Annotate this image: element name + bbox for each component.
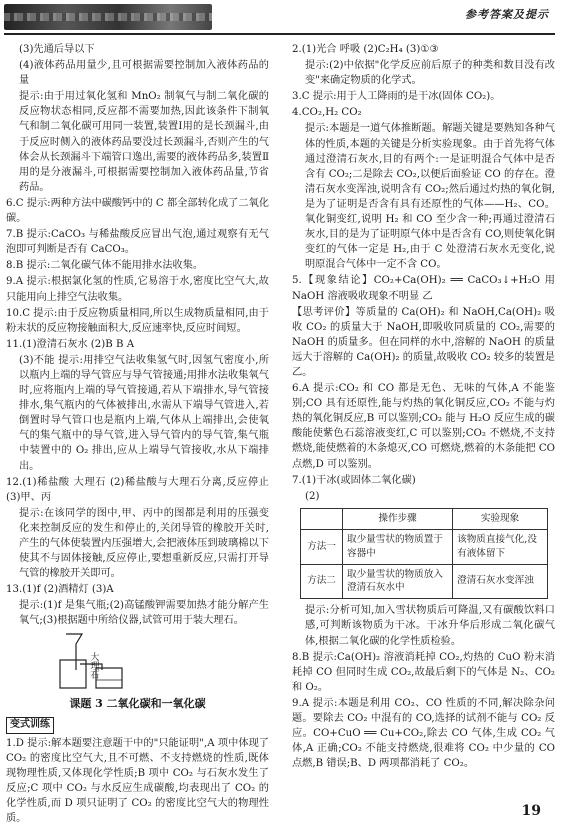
header-banner-image xyxy=(4,4,212,30)
answer-paragraph: 8.B 提示:Ca(OH)₂ 溶液消耗掉 CO₂,灼热的 CuO 粉末消耗掉 CO 但同时生成 CO₂,故最后剩下的气体是 N₂、CO₂ 和 O₂。 xyxy=(292,651,555,693)
right-column xyxy=(292,42,555,772)
answer-paragraph: 11.(1)澄清石灰水 (2)B B A xyxy=(6,338,135,350)
answer-paragraph: 6.C 提示:两种方法中碳酸钙中的 C 都全部转化成了二氧化碳。 xyxy=(6,197,269,225)
left-column xyxy=(6,42,269,827)
apparatus-label: 大理石 xyxy=(88,651,99,679)
answer-paragraph: 9.A 提示:本题是利用 CO₂、CO 性质的不同,解决除杂问题。要除去 CO₂ 中混有的 CO,选择的试剂不能与 CO₂ 反应。CO+CuO ══ Cu+CO₂,除去 CO 气体,生成 CO₂ 气体,A 正确;CO₂ 不能支持燃烧,很难将 CO₂ 中少量的 CO 点燃,B 错误;B、D 两项都消耗了 CO₂。 xyxy=(292,697,555,770)
exercise-box-label: 变式训练 xyxy=(6,717,54,734)
section-title: 课题 3 二氧化碳和一氧化碳 xyxy=(69,696,206,710)
answer-paragraph: 提示:在该同学的图中,甲、丙中的图都是利用的压强变化来控制反应的发生和停止的,关闭导管的橡胶开关时,产生的气体使装置内压强增大,会把液体压到玻璃棉以下使其不与固体接触,反应停止,要想重新反应,只需打开导气管的橡胶开关即可。 xyxy=(19,507,269,580)
answer-paragraph: 提示:本题是一道气体推断题。解题关键是要熟知各种气体的性质,本题的关键是分析实验现象。由于首先将气体通过澄清石灰水,目的有两个:一是证明混合气体中是否含有 CO₂;二是除去 CO₂,以便后面验证 CO 的存在。澄清石灰水变浑浊,说明含有 CO₂;然后通过灼热的氧化铜,是为了证明是否含有具有还原性的气体——H₂、CO。氧化铜变红,说明 H₂ 和 CO 至少含一种;再通过澄清石灰水,目的是为了证明原气体中是否含有 CO,则使氧化铜变红的气体一定是 H₂,由于 C 处澄清石灰水无变化,说明原混合气体中一定不含 CO。 xyxy=(305,123,555,271)
answer-paragraph: 9.A 提示:根据氯化氢的性质,它易溶于水,密度比空气大,故只能用向上排空气法收集。 xyxy=(6,276,269,303)
answer-paragraph: 1.D 提示:解本题要注意题干中的"只能证明",A 项中体现了 CO₂ 的密度比空气大,且不可燃、不支持燃烧的性质,既体现物理性质,又体现化学性质;B 项中 CO₂ 与石灰水发生了反应;C 项中 CO₂ 与水反应生成碳酸,均表现出了 CO₂ 的化学性质,而 D 项只证明了 CO₂ 的密度比空气大的物理性质。 xyxy=(6,737,269,825)
answer-paragraph: 10.C 提示:由于反应物质量相同,所以生成物质量相同,由于粉末状的反应物接触面积大,反应速率快,反应时间短。 xyxy=(6,307,269,334)
answer-paragraph: (4)液体药品用量少,且可根据需要控制加入液体药品的量 xyxy=(19,60,269,87)
left-after-list xyxy=(6,736,269,827)
table-row xyxy=(301,529,548,564)
apparatus-figure xyxy=(6,630,269,692)
experiment-table xyxy=(300,508,548,600)
table-cell: 取少量雪状的物质放入澄清石灰水中 xyxy=(343,564,453,599)
answer-paragraph: (3)不能 提示:用排空气法收集氢气时,因氢气密度小,所以瓶内上端的导气管应与导气管接通;用排水法收集氧气时,应将瓶内上端的导气管接通,若从下端排水,导气管接排水,集气瓶内的气体被排出,水需从下端导气管进入,若倒置时导气管口也是瓶内上端,气体从上端排出,会使氧气的集气瓶中的导气管,进入导气管内的导气管,集气瓶中装置中的 O₂ 排出,应从上端导气管接收,水从下端排出。 xyxy=(19,354,269,472)
left-answer-list xyxy=(6,42,269,629)
answer-paragraph: 4.CO₂,H₂ CO₂ xyxy=(292,107,362,119)
answer-paragraph: (3)先通后导以下 xyxy=(19,44,95,55)
answer-paragraph: 提示:分析可知,加入雪状物质后可降温,又有碳酸饮料口感,可判断该物质为干冰。干冰升华后形成二氧化碳气体,根据二氧化碳的化学性质检验。 xyxy=(305,605,555,647)
table-cell: 澄清石灰水变浑浊 xyxy=(453,564,548,599)
answer-paragraph: 3.C 提示:用于人工降雨的是干冰(固体 CO₂)。 xyxy=(292,91,501,103)
table-header-cell: 操作步骤 xyxy=(343,508,453,529)
answer-paragraph: 7.(1)干冰(或固体二氧化碳) xyxy=(292,474,416,486)
page-header xyxy=(0,0,563,38)
header-title: 参考答案及提示 xyxy=(465,8,549,21)
page-number: 19 xyxy=(521,803,541,820)
right-answer-list xyxy=(292,42,555,504)
table-cell: 该物质直接气化,没有液体留下 xyxy=(453,529,548,564)
right-after-list xyxy=(292,603,555,771)
answer-paragraph: 12.(1)稀盐酸 大理石 (2)稀盐酸与大理石分离,反应停止 (3)甲、丙 xyxy=(6,476,269,503)
table-cell: 方法二 xyxy=(301,564,343,599)
answer-paragraph: 【思考评价】等质量的 Ca(OH)₂ 和 NaOH,Ca(OH)₂ 吸收 CO₂ 的质量大于 NaOH,即吸收同质量的 CO₂,需要的 NaOH 的质量多。但在同样的水中,溶解的 NaOH 的质量远大于溶解的 Ca(OH)₂ 的质量,故吸收 CO₂ 较多的装置是乙。 xyxy=(292,306,555,378)
answer-paragraph: 提示:由于用过氧化氢和 MnO₂ 制氧气与制二氧化碳的反应物状态相同,反应都不需要加热,因此该条件下制氧气和制二氧化碳可用同一装置,装置Ⅰ用的是长颈漏斗,由于反应时侧入的液体药品要没过长颈漏斗,否则产生的气体会从长颈漏斗下端管口逸出,需要的液体药品多,装置Ⅱ用的是分液漏斗,可根据需要控制加入液体药品量,节省药品。 xyxy=(19,91,269,193)
answer-paragraph: 6.A 提示:CO₂ 和 CO 都是无色、无味的气体,A 不能鉴别;CO 具有还原性,能与灼热的氧化铜反应,CO₂ 不能与灼热的氧化铜反应,B 可以鉴别;CO₂ 能与 H₂O 反应生成的碳酸能使紫色石蕊溶液变红,C 可以鉴别;CO₂ 不燃烧,不支持燃烧,能使燃着的木条熄灭,CO 可燃烧,燃着的木条能把 CO 点燃,D 可以鉴别。 xyxy=(292,383,555,470)
table-header-cell xyxy=(301,508,343,529)
table-header-cell: 实验现象 xyxy=(453,508,548,529)
table-row xyxy=(301,564,548,599)
answer-paragraph: 13.(1)f (2)酒精灯 (3)A xyxy=(6,584,114,596)
answer-paragraph: 7.B 提示:CaCO₃ 与稀盐酸反应冒出气泡,通过观察有无气泡即可判断是否有 CaCO₃。 xyxy=(6,229,269,256)
answer-paragraph: 提示:(2)中依据"化学反应前后原子的种类和数目没有改变"来确定物质的化学式。 xyxy=(305,60,555,87)
answer-paragraph: 提示:(1)f 是集气瓶;(2)高锰酸钾需要加热才能分解产生氧气;(3)根据题中所给仪器,试管可用于装大理石。 xyxy=(19,600,269,627)
header-divider xyxy=(4,33,555,35)
answer-paragraph: 2.(1)光合 呼吸 (2)C₂H₄ (3)①③ xyxy=(292,44,439,55)
table-cell: 取少量雪状的物质置于容器中 xyxy=(343,529,453,564)
answer-paragraph: (2) xyxy=(305,490,320,502)
table-cell: 方法一 xyxy=(301,529,343,564)
answer-paragraph: 5.【现象结论】CO₂+Ca(OH)₂ ══ CaCO₃↓+H₂O 用 NaOH 溶液吸收现象不明显 乙 xyxy=(292,275,555,302)
answer-paragraph: 8.B 提示:二氧化碳气体不能用排水法收集。 xyxy=(6,260,204,272)
